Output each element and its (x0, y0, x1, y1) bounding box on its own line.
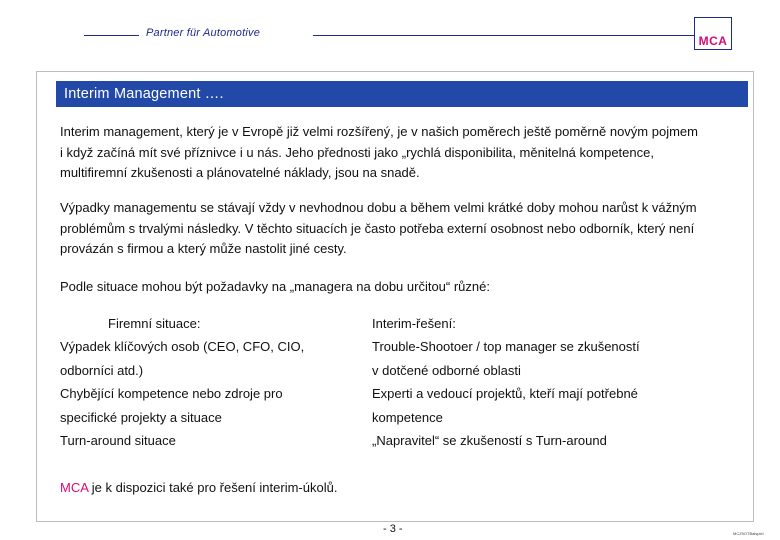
table-row-3-solution: Experti a vedoucí projektů, kteří mají potřebné (372, 386, 638, 401)
closing-brand: MCA (60, 480, 89, 495)
page-number: - 3 - (383, 523, 403, 535)
table-row-1-solution: Trouble-Shootoer / top manager se zkušeností (372, 339, 640, 354)
header-line-left (84, 35, 139, 36)
table-row-4-solution: kompetence (372, 410, 443, 425)
table-row-3-situation: Chybějící kompetence nebo zdroje pro (60, 386, 283, 401)
header-line-right (313, 35, 694, 36)
footer-code: MCZ9OTBalspiel (733, 531, 764, 536)
closing-statement (60, 480, 337, 495)
paragraph-lead: Podle situace mohou být požadavky na „managera na dobu určitou“ různé: (60, 279, 490, 294)
table-header-solution: Interim-řešení: (372, 316, 456, 331)
section-title: Interim Management …. (56, 81, 748, 107)
table-row-1-situation: Výpadek klíčových osob (CEO, CFO, CIO, (60, 339, 305, 354)
table-row-5-situation: Turn-around situace (60, 433, 176, 448)
tagline: Partner für Automotive (146, 27, 261, 39)
table-row-4-situation: specifické projekty a situace (60, 410, 222, 425)
table-row-2-situation: odborníci atd.) (60, 363, 144, 378)
logo-text: MCA (698, 34, 728, 48)
mca-logo (694, 17, 732, 50)
table-row-2-solution: v dotčené odborné oblasti (372, 363, 521, 378)
paragraph-intro: Interim management, který je v Evropě již velmi rozšířený, je v našich poměrech ještě poměrně novým pojmem i když začíná mít své příznivce i u nás. Jeho přednosti jako „rychlá disponibilita, měnitelná kompetence, multifiremní zkušenosti a plánovatelné náklady, jsou na snadě. (60, 124, 698, 180)
table-header-situation: Firemní situace: (108, 316, 201, 331)
paragraph-problem: Výpadky managementu se stávají vždy v nevhodnou dobu a během velmi krátké doby mohou narůst k vážným problémům s trvalými následky. V těchto situacích je často potřeba externí osobnost nebo odborník, který není provázán s firmou a který může nastolit jiné cesty. (60, 200, 697, 256)
closing-text: je k dispozici také pro řešení interim-úkolů. (88, 480, 338, 495)
table-row-5-solution: „Napravitel“ se zkušeností s Turn-around (372, 433, 607, 448)
